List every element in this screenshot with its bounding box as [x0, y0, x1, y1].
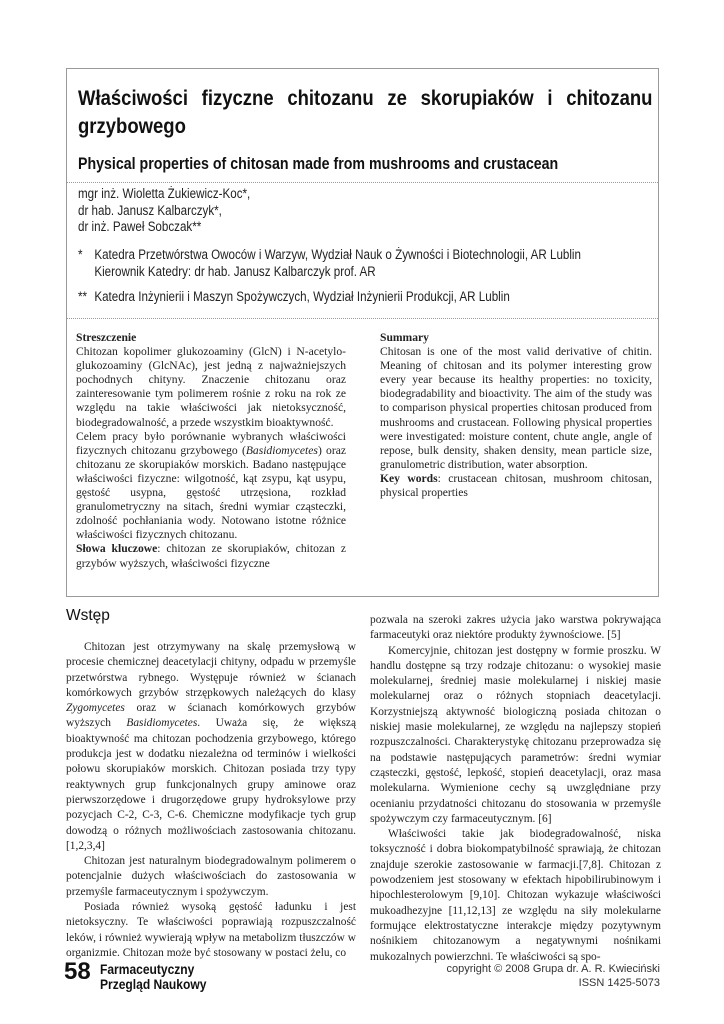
affiliation-line: Katedra Inżynierii i Maszyn Spożywczych, Wydział Inżynierii Produkcji, AR Lublin [94, 289, 510, 304]
abstract-keywords: Key words: crustacean chitosan, mushroom chitosan, physical properties [380, 471, 652, 500]
abstract-heading: Streszczenie [76, 331, 137, 344]
abstract-paragraph: Chitozan kopolimer glukozoaminy (GlcN) i N-acetylo-glukozoaminy (GlcNAc), jest jedną z najważniejszych pochodnych chityny. Znaczenie chitozanu oraz zainteresowanie tym polimerem rośnie z roku na rok ze względu na takie właściwości jak nietoksyczność, biodegradowalność, a przede wszystkim bioaktywność. [76, 345, 346, 429]
affiliation-line: Katedra Przetwórstwa Owoców i Warzyw, Wydział Nauk o Żywności i Biotechnologii, AR Lublin [94, 247, 581, 262]
page-number: 58 [64, 958, 91, 985]
copyright-notice: copyright © 2008 Grupa dr. A. R. Kwieciński ISSN 1425-5073 [446, 963, 660, 989]
divider [67, 318, 658, 319]
abstract-keywords: Słowa kluczowe: chitozan ze skorupiaków, chitozan z grzybów wyższych, właściwości fizyczne [76, 542, 346, 570]
body-paragraph: pozwala na szeroki zakres użycia jako warstwa pokrywająca farmaceutyki oraz niektóre produkty żywnościowe. [5] [370, 614, 661, 642]
body-paragraph: Posiada również wysoką gęstość ładunku i jest nietoksyczny. Te właściwości poprawiają rozpuszczalność leków, i również wywierają wpływ na metabolizm tłuszczów w organizmie. Chitozan może być stosowany w postaci żelu, co [66, 901, 356, 959]
abstract-english [380, 331, 652, 500]
body-column-left [66, 640, 356, 961]
section-heading: Wstęp [66, 607, 110, 624]
body-paragraph: Chitozan jest naturalnym biodegradowalnym polimerem o potencjalnie dużych właściwościach do zastosowania w przemyśle farmaceutycznym i spożywczym. [66, 855, 356, 898]
body-paragraph: Właściwości takie jak biodegradowalność, niska toksyczność i dobra biokompatybilność sprawiają, że chitozan znajduje szerokie zastosowanie w farmacji.[7,8]. Chitozan z powodzeniem jest stosowany w efektach hipobilirubinowym i hipochlesterolowym [9,10]. Chitozan wykazuje właściwości mukoadhezyjne [11,12,13] ze względu na siły molekularne formujące elektrostatyczne interakcje między pozytywnym nośnikiem chitozanowym a negatywnymi nośnikami mukozalnych powierzchni. Te właściwości są spo- [370, 828, 661, 963]
affiliation-line: Kierownik Katedry: dr hab. Janusz Kalbarczyk prof. AR [94, 263, 376, 279]
abstract-heading: Summary [380, 331, 429, 344]
affiliation-mark: * [78, 247, 83, 262]
divider [67, 182, 658, 183]
abstract-polish [76, 331, 346, 571]
author-list [78, 186, 250, 236]
body-column-right [370, 613, 661, 965]
article-title-english: Physical properties of chitosan made from mushrooms and crustacean [78, 155, 559, 173]
journal-name: Farmaceutyczny Przegląd Naukowy [100, 961, 207, 992]
affiliation [78, 289, 510, 306]
body-paragraph: Komercyjnie, chitozan jest dostępny w formie proszku. W handlu dostępne są trzy rodzaje chitozanu: o wysokiej masie molekularnej, średniej masie molekularnej i niskiej masie molekularnej oraz o różnych stopniach deacetylacji. Korzystniejszą aktywność biologiczną posiada chitozan o niskiej masie molekularnej, ze względu na najlepszy stopień rozpuszczalności. Charakterystykę chitozanu przeprowadza się na podstawie następujących parametrów: średni wymiar cząsteczki, gęstość, lepkość, stopień deacetylacji, oraz masa molekularna. Wymienione cechy są uwzględniane przy ocenianiu przydatności chitozanu do stosowania w przemyśle spożywczym czy farmaceutycznym. [6] [370, 644, 661, 825]
author: mgr inż. Wioletta Żukiewicz-Koc*, [78, 186, 251, 201]
article-title-polish: Właściwości fizyczne chitozanu ze skorupiaków i chitozanu grzybowego [78, 86, 653, 138]
affiliation [78, 247, 581, 280]
author: dr inż. Paweł Sobczak** [78, 219, 202, 234]
affiliation-mark: ** [78, 289, 88, 304]
author: dr hab. Janusz Kalbarczyk*, [78, 202, 222, 218]
abstract-paragraph: Celem pracy było porównanie wybranych właściwości fizycznych chitozanu grzybowego (Basidiomycetes) oraz chitozanu ze skorupiaków morskich. Badano następujące właściwości fizyczne: wilgotność, kąt zsypu, kąt usypu, gęstość usypna, gęstość utrzęsiona, rozkład granulometryczny na sitach, średni wymiar cząsteczki, zdolność pochłaniania wody. Notowano istotne różnice właściwości fizycznych chitozanu. [76, 429, 346, 542]
body-paragraph: Chitozan jest otrzymywany na skalę przemysłową w procesie chemicznej deacetylacji chityny, odpadu w przemyśle przetwórstwa rybnego. Występuje również w ścianach komórkowych grzybów strzępkowych należących do klasy Zygomycetes oraz w ścianach komórkowych grzybów wyższych Basidiomycetes. Uważa się, że większą bioaktywność ma chitozan pochodzenia grzybowego, którego produkcja jest w dodatku niezależna od terminów i wielkości połowu skorupiaków morskich. Chitozan posiada trzy typy reaktywnych grup funkcjonalnych grupy aminowe oraz pierwszorzędowe i drugorzędowe grupy hydroksylowe przy pozycjach C-2, C-3, C-6. Chemiczne modyfikacje tych grup dowodzą o różnych możliwościach zastosowania chitozanu. [1,2,3,4] [66, 641, 356, 852]
abstract-paragraph: Chitosan is one of the most valid derivative of chitin. Meaning of chitosan and its polymer interesting grow every year because its healthy properties: no toxicity, biodegradability and bioactivity. The aim of the study was to comparison physical properties chitosan produced from mushrooms and crustacean. Following physical properties were investigated: moisture content, chute angle, angle of repose, bulk density, shaken density, mean particle size, granulometric distribution, water absorption. [380, 345, 652, 471]
